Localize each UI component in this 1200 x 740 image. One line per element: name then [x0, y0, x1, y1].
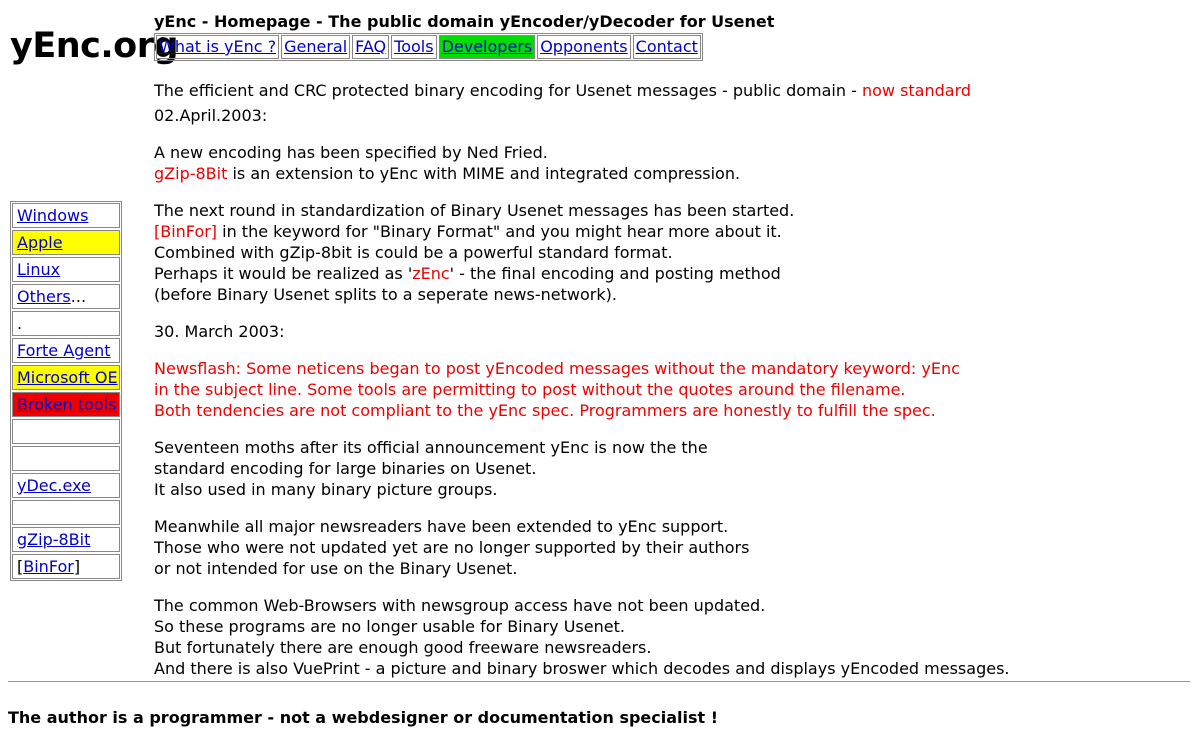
binfor-bracket-close: ]: [73, 557, 81, 576]
para3-line1: The common Web-Browsers with newsgroup access have not been updated.: [154, 596, 766, 615]
paragraph-newsreaders: [154, 516, 1184, 579]
sidebar-link-binfor[interactable]: BinFor: [23, 557, 74, 576]
sidebar-link-others[interactable]: Others: [17, 287, 71, 306]
sidebar-link-windows[interactable]: Windows: [17, 206, 89, 225]
sidebar-link-forte-agent[interactable]: Forte Agent: [17, 341, 111, 360]
newsflash-line3: Both tendencies are not compliant to the yEnc spec. Programmers are honestly to fulfill the spec.: [154, 401, 936, 420]
para3-line3: But fortunately there are enough good freeware newsreaders.: [154, 638, 652, 657]
top-navigation: [154, 33, 703, 61]
gzip-inline-link[interactable]: gZip-8Bit: [154, 164, 228, 183]
binfor-bracket-open: [: [17, 557, 24, 576]
binfor-line5: (before Binary Usenet splits to a seperate news-network).: [154, 285, 617, 304]
sidebar-link-microsoft-oe[interactable]: Microsoft OE: [17, 368, 118, 387]
sidebar-link-linux[interactable]: Linux: [17, 260, 61, 279]
nav-tools[interactable]: Tools: [391, 35, 436, 59]
news-april-line2: is an extension to yEnc with MIME and integrated compression.: [227, 164, 741, 183]
main-content: [154, 80, 1184, 695]
sidebar-item-forte-agent: [12, 338, 120, 363]
sidebar-item-binfor: [12, 554, 120, 579]
sidebar-item-microsoft-oe: [12, 365, 120, 390]
sidebar-item-empty-2: [12, 446, 120, 471]
nav-developers[interactable]: Developers: [439, 35, 536, 59]
para2-line2: Those who were not updated yet are no longer supported by their authors: [154, 538, 750, 557]
nav-what-is-yenc[interactable]: What is yEnc ?: [156, 35, 279, 59]
news-april-binfor: [154, 200, 1184, 305]
footer-note: The author is a programmer - not a webdesigner or documentation specialist !: [8, 708, 719, 727]
sidebar-item-ydec: [12, 473, 120, 498]
newsflash-line2: in the subject line. Some tools are permitting to post without the quotes around the filename.: [154, 380, 906, 399]
para1-line1: Seventeen moths after its official announcement yEnc is now the the: [154, 438, 708, 457]
binfor-line4-post: ' - the final encoding and posting method: [449, 264, 781, 283]
sidebar-link-gzip[interactable]: gZip-8Bit: [17, 530, 91, 549]
news-april-line1: A new encoding has been specified by Ned Fried.: [154, 143, 548, 162]
sidebar-item-gzip: [12, 527, 120, 552]
sidebar-item-windows: [12, 203, 120, 228]
sidebar-item-apple: [12, 230, 120, 255]
nav-contact[interactable]: Contact: [633, 35, 701, 59]
nav-general[interactable]: General: [281, 35, 350, 59]
sidebar: [10, 201, 122, 581]
paragraph-browsers: [154, 595, 1184, 679]
binfor-line4-pre: Perhaps it would be realized as ': [154, 264, 413, 283]
horizontal-divider: [8, 681, 1190, 682]
news-date-april: 02.April.2003:: [154, 106, 268, 125]
news-april-gzip: [154, 142, 1184, 184]
para3-line2: So these programs are no longer usable for Binary Usenet.: [154, 617, 625, 636]
paragraph-seventeen-months: [154, 437, 1184, 500]
now-standard-text: now standard: [861, 81, 972, 100]
nav-opponents[interactable]: Opponents: [537, 35, 630, 59]
news-date-march: 30. March 2003:: [154, 322, 285, 341]
sidebar-link-apple[interactable]: Apple: [17, 233, 63, 252]
newsflash: [154, 358, 1184, 421]
newsflash-line1: Newsflash: Some neticens began to post yEncoded messages without the mandatory keyword: yEnc: [154, 359, 960, 378]
others-ellipsis: ...: [70, 287, 87, 306]
para3-line4: And there is also VuePrint - a picture and binary broswer which decodes and displays yEncoded messages.: [154, 659, 1010, 678]
sidebar-link-ydec[interactable]: yDec.exe: [17, 476, 91, 495]
page-title: yEnc - Homepage - The public domain yEncoder/yDecoder for Usenet: [154, 12, 775, 31]
intro-line: [154, 80, 1184, 101]
sidebar-item-empty-3: [12, 500, 120, 525]
para2-line1: Meanwhile all major newsreaders have been extended to yEnc support.: [154, 517, 729, 536]
binfor-line3: Combined with gZip-8bit is could be a powerful standard format.: [154, 243, 673, 262]
sidebar-item-linux: [12, 257, 120, 282]
binfor-line2: in the keyword for "Binary Format" and you might hear more about it.: [217, 222, 782, 241]
sidebar-link-broken-tools[interactable]: Broken tools: [17, 395, 117, 414]
sidebar-item-dot: [12, 311, 120, 336]
zenc-inline-link[interactable]: zEnc: [412, 264, 450, 283]
sidebar-dot: .: [17, 314, 23, 333]
binfor-line1: The next round in standardization of Binary Usenet messages has been started.: [154, 201, 795, 220]
sidebar-item-broken-tools: [12, 392, 120, 417]
nav-faq[interactable]: FAQ: [352, 35, 389, 59]
para1-line3: It also used in many binary picture groups.: [154, 480, 498, 499]
site-logo: yEnc.org: [10, 26, 179, 66]
para1-line2: standard encoding for large binaries on Usenet.: [154, 459, 537, 478]
intro-text: The efficient and CRC protected binary encoding for Usenet messages - public domain -: [154, 81, 862, 100]
binfor-inline-link[interactable]: [BinFor]: [154, 222, 218, 241]
para2-line3: or not intended for use on the Binary Usenet.: [154, 559, 518, 578]
sidebar-item-others: [12, 284, 120, 309]
sidebar-item-empty-1: [12, 419, 120, 444]
